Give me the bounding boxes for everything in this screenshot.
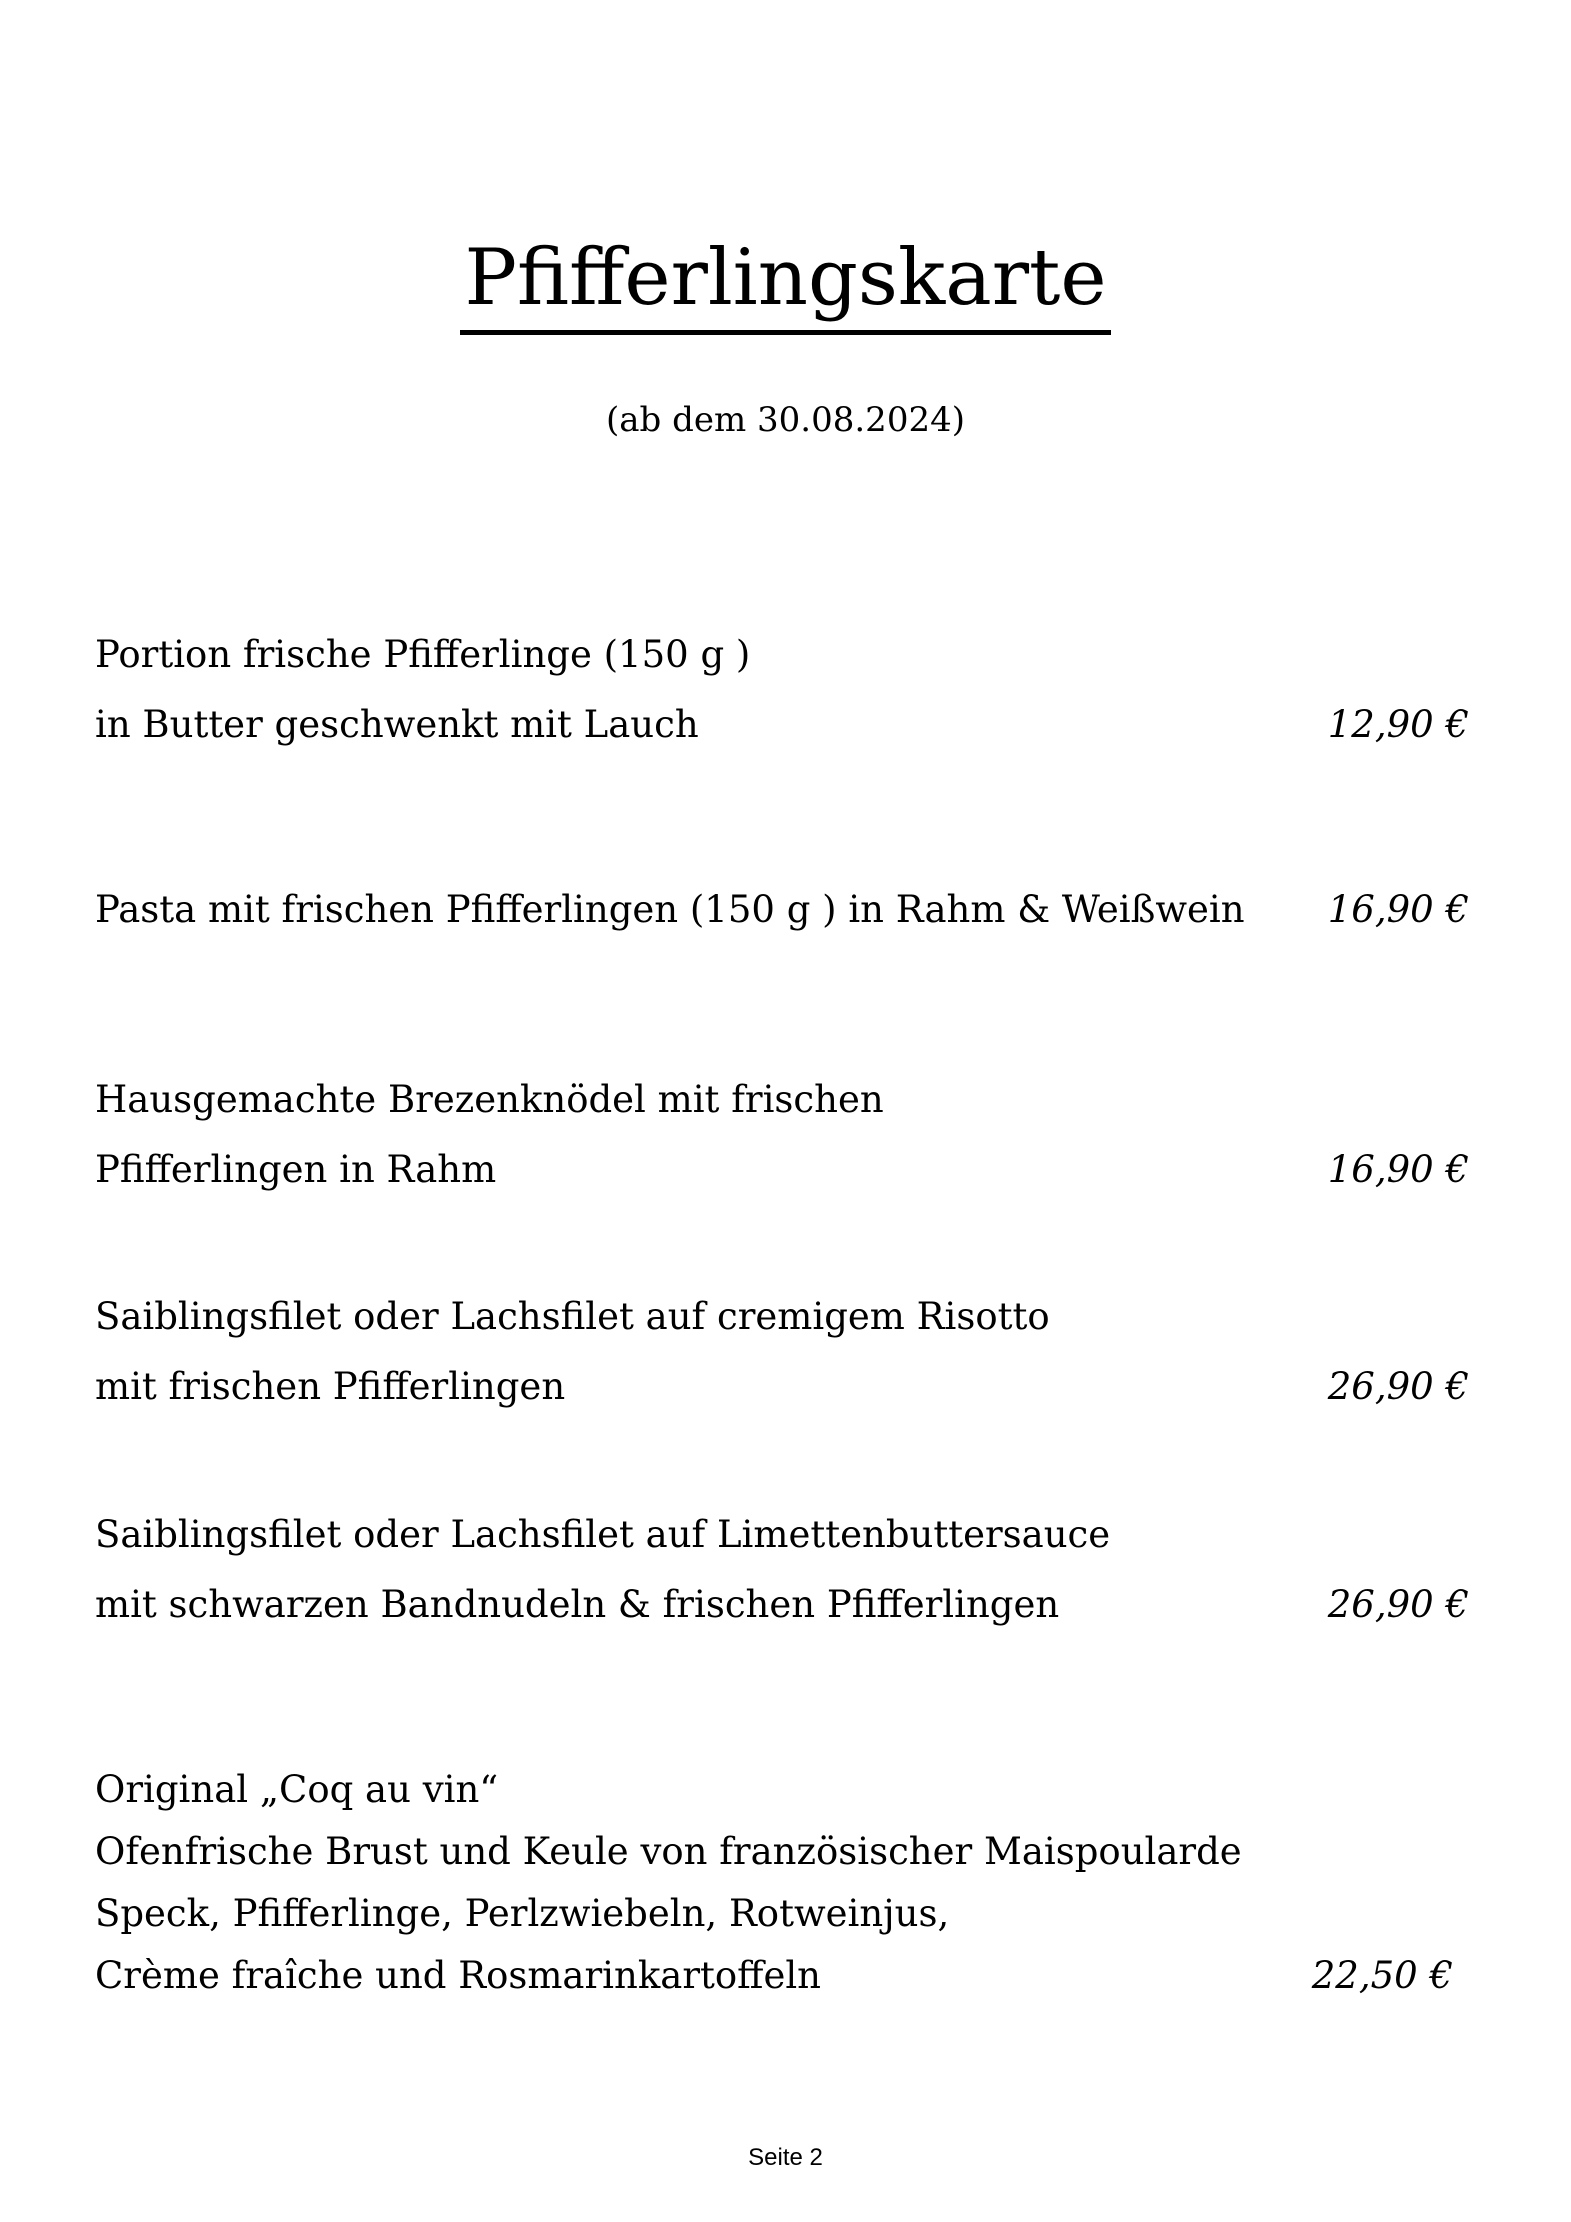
menu-item-1-price: 12,90 € — [1327, 703, 1469, 746]
page-number: Seite 2 — [748, 2144, 823, 2171]
menu-item-6-line-3: Speck, Pfifferlinge, Perlzwiebeln, Rotweinjus, — [95, 1892, 950, 1935]
menu-item-4-line-1: Saiblingsfilet oder Lachsfilet auf cremigem Risotto — [95, 1295, 1050, 1338]
menu-item-3-line-2: Pfifferlingen in Rahm — [95, 1148, 497, 1191]
menu-item-5-line-2: mit schwarzen Bandnudeln & frischen Pfifferlingen — [95, 1583, 1060, 1626]
menu-item-6-line-4: Crème fraîche und Rosmarinkartoffeln — [95, 1954, 821, 1997]
menu-item-2-price: 16,90 € — [1327, 888, 1469, 931]
menu-item-3-line-1: Hausgemachte Brezenknödel mit frischen — [95, 1078, 884, 1121]
menu-item-4-price: 26,90 € — [1327, 1365, 1469, 1408]
menu-item-6-line-2: Ofenfrische Brust und Keule von französischer Maispoularde — [95, 1830, 1242, 1873]
page-title — [0, 228, 1571, 335]
menu-item-3-price: 16,90 € — [1327, 1148, 1469, 1191]
menu-item-2-line-1: Pasta mit frischen Pfifferlingen (150 g ) in Rahm & Weißwein — [95, 888, 1245, 931]
menu-item-5-price: 26,90 € — [1327, 1583, 1469, 1626]
menu-item-4-line-2: mit frischen Pfifferlingen — [95, 1365, 566, 1408]
menu-item-5-line-1: Saiblingsfilet oder Lachsfilet auf Limettenbuttersauce — [95, 1513, 1111, 1556]
menu-item-1-line-2: in Butter geschwenkt mit Lauch — [95, 703, 699, 746]
menu-item-6-price: 22,50 € — [1311, 1954, 1453, 1997]
menu-item-1-line-1: Portion frische Pfifferlinge (150 g ) — [95, 633, 751, 676]
page-title-text: Pfifferlingskarte — [460, 228, 1110, 335]
page-subtitle: (ab dem 30.08.2024) — [606, 400, 965, 440]
menu-item-6-line-1: Original „Coq au vin“ — [95, 1768, 499, 1811]
